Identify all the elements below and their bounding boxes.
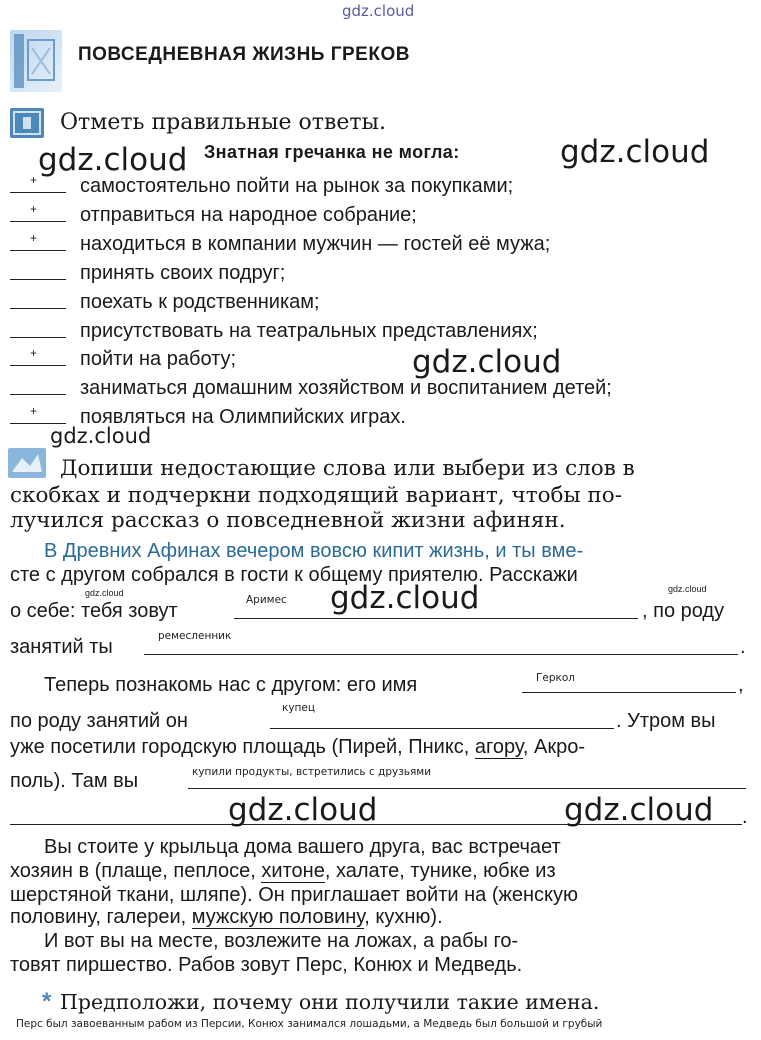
answer-mark: + — [30, 230, 38, 245]
story-line-15: товят пиршество. Рабов зовут Перс, Конюх и Медведь. — [10, 954, 523, 976]
task-3-question: Предположи, почему они получили такие имена. — [60, 990, 600, 1014]
small-watermark: gdz.cloud — [85, 588, 124, 598]
chapter-icon — [10, 30, 62, 92]
answer-friend-name-line — [522, 692, 736, 693]
answer-activity[interactable]: купили продукты, встретились с друзьями — [192, 766, 432, 778]
task-2-instruction-line-1: Допиши недостающие слова или выбери из слов в — [60, 456, 635, 481]
story-line-6-start: по роду занятий он — [10, 710, 188, 732]
option-text: отправиться на народное собрание; — [80, 203, 417, 226]
task-3-star: * — [42, 988, 52, 1015]
story-line-1: В Древних Афинах вечером вовсю кипит жизнь, и ты вме- — [44, 540, 584, 562]
watermark: gdz.cloud — [228, 792, 378, 828]
answer-occupation-line — [144, 654, 738, 655]
task-3-answer[interactable]: Перс был завоеванным рабом из Персии, Конюх занимался лошадьми, а Медведь был большой и грубый — [16, 1018, 603, 1030]
task-1-icon — [10, 108, 44, 138]
underlined-chiton: хитоне — [261, 860, 325, 882]
option-text: находиться в компании мужчин — гостей её мужа; — [80, 232, 551, 255]
story-line-4: занятий ты — [10, 636, 113, 658]
story-line-12: шерстяной ткани, шляпе). Он приглашает войти на (женскую — [10, 884, 579, 906]
underlined-agora: агору — [474, 736, 523, 758]
story-line-13-start: половину, галереи, — [10, 906, 192, 928]
story-line-5: Теперь познакомь нас с другом: его имя — [44, 674, 418, 696]
option-text: пойти на работу; — [80, 348, 237, 371]
watermark: gdz.cloud — [38, 142, 188, 178]
watermark: gdz.cloud — [560, 134, 710, 170]
answer-blank[interactable] — [10, 308, 66, 309]
small-watermark: gdz.cloud — [50, 424, 152, 448]
story-line-13-end: , кухню). — [364, 906, 443, 928]
answer-blank[interactable] — [10, 279, 66, 280]
answer-mark: + — [30, 173, 38, 187]
answer-mark: + — [30, 404, 38, 419]
small-watermark: gdz.cloud — [668, 584, 707, 594]
top-watermark: gdz.cloud — [342, 2, 415, 20]
answer-mark: + — [30, 201, 38, 216]
task-2-icon — [8, 448, 46, 478]
story-line-7-start: уже посетили городскую площадь (Пирей, Пникс, — [10, 736, 475, 758]
option-text: появляться на Олимпийских играх. — [80, 406, 406, 429]
answer-blank[interactable] — [10, 365, 66, 366]
story-line-11 — [10, 860, 556, 883]
option-text: поехать к родственникам; — [80, 290, 320, 313]
answer-name-line — [234, 618, 638, 619]
option-text: принять своих подруг; — [80, 261, 286, 284]
option-text: заниматься домашним хозяйством и воспитанием детей; — [80, 377, 612, 400]
answer-blank[interactable] — [10, 250, 66, 251]
watermark: gdz.cloud — [564, 792, 714, 828]
period: . — [742, 806, 748, 828]
watermark: gdz.cloud — [330, 580, 480, 616]
answer-blank[interactable] — [10, 221, 66, 222]
story-line-13 — [10, 906, 443, 929]
comma: , — [738, 674, 744, 696]
task-1-subheading: Знатная гречанка не могла: — [204, 142, 460, 162]
story-line-6-end: . Утром вы — [616, 710, 716, 732]
story-line-3-end: , по роду — [642, 600, 725, 622]
story-line-3-start: о себе: тебя зовут — [10, 600, 178, 622]
answer-activity-line-1 — [188, 788, 746, 789]
story-line-8: поль). Там вы — [10, 770, 139, 792]
story-line-11-start: хозяин в (плаще, пеплосе, — [10, 860, 262, 882]
watermark: gdz.cloud — [412, 344, 562, 380]
story-line-14: И вот вы на месте, возлежите на ложах, а рабы го- — [44, 930, 519, 952]
option-text: присутствовать на театральных представлениях; — [80, 319, 538, 342]
answer-friend-occupation[interactable]: купец — [282, 702, 316, 714]
story-line-7-end: , Акро- — [522, 736, 586, 758]
task-1-instruction: Отметь правильные ответы. — [60, 110, 387, 135]
answer-friend-occupation-line — [270, 728, 614, 729]
story-line-7 — [10, 736, 585, 759]
task-2-instruction-line-3: лучился рассказ о повседневной жизни афинян. — [10, 508, 566, 533]
underlined-mens-half: мужскую половину — [191, 906, 365, 928]
page-title: ПОВСЕДНЕВНАЯ ЖИЗНЬ ГРЕКОВ — [78, 44, 410, 65]
story-line-11-end: , халате, тунике, юбке из — [324, 860, 556, 882]
story-line-2: сте с другом собрался в гости к общему приятелю. Расскажи — [10, 564, 578, 586]
answer-blank[interactable] — [10, 192, 66, 193]
story-line-10: Вы стоите у крыльца дома вашего друга, вас встречает — [44, 836, 561, 858]
answer-mark: + — [30, 346, 38, 361]
option-text: самостоятельно пойти на рынок за покупками; — [80, 175, 514, 197]
period: . — [740, 636, 746, 658]
answer-blank[interactable] — [10, 337, 66, 338]
answer-occupation[interactable]: ремесленник — [158, 630, 232, 642]
answer-name[interactable]: Аримес — [246, 594, 287, 606]
answer-friend-name[interactable]: Геркол — [536, 672, 576, 684]
answer-blank[interactable] — [10, 394, 66, 395]
task-2-instruction-line-2: скобках и подчеркни подходящий вариант, чтобы по- — [10, 483, 622, 508]
